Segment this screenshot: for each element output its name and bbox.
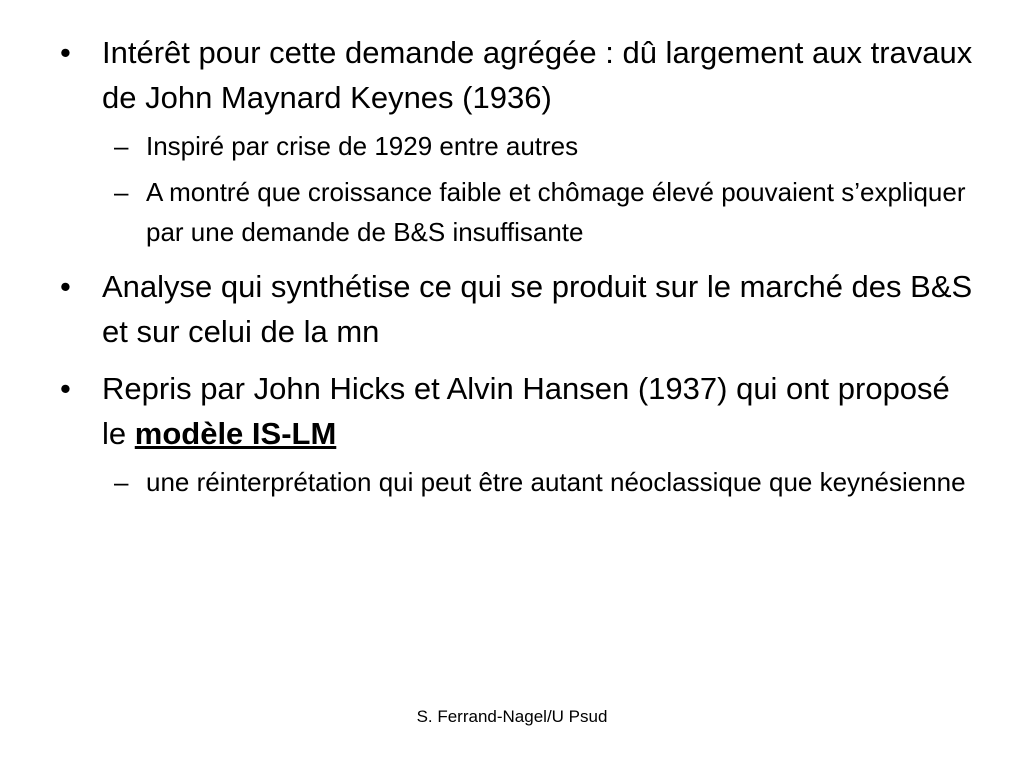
bullet-marker: • [60, 35, 71, 70]
slide-footer: S. Ferrand-Nagel/U Psud [416, 707, 608, 726]
model-is-lm-emphasis: modèle IS-LM [134, 416, 337, 451]
sub-bullet-marker: – [114, 467, 129, 497]
sub-bullet-item [60, 172, 980, 252]
sub-bullet-item [60, 126, 980, 166]
sub-bullet-marker: – [114, 177, 129, 207]
bullet-marker: • [60, 371, 71, 406]
bullet-item [60, 30, 980, 120]
sub-bullet-marker: – [114, 131, 129, 161]
bullet-list [60, 30, 980, 502]
sub-bullet-item [60, 462, 980, 502]
sub-bullet-text: Inspiré par crise de 1929 entre autres [146, 131, 579, 161]
bullet-text: Repris par John Hicks et Alvin Hansen (1937) qui ont proposé le [102, 371, 950, 451]
bullet-item [60, 264, 980, 354]
bullet-text: Intérêt pour cette demande agrégée : dû largement aux travaux de John Maynard Keynes (1936) [102, 35, 973, 115]
bullet-item [60, 366, 980, 456]
sub-bullet-text: une réinterprétation qui peut être autant néoclassique que keynésienne [146, 467, 966, 497]
sub-bullet-text: A montré que croissance faible et chômage élevé pouvaient s’expliquer par une demande de B&S insuffisante [146, 177, 966, 247]
bullet-text: Analyse qui synthétise ce qui se produit sur le marché des B&S et sur celui de la mn [102, 269, 973, 349]
bullet-marker: • [60, 269, 71, 304]
